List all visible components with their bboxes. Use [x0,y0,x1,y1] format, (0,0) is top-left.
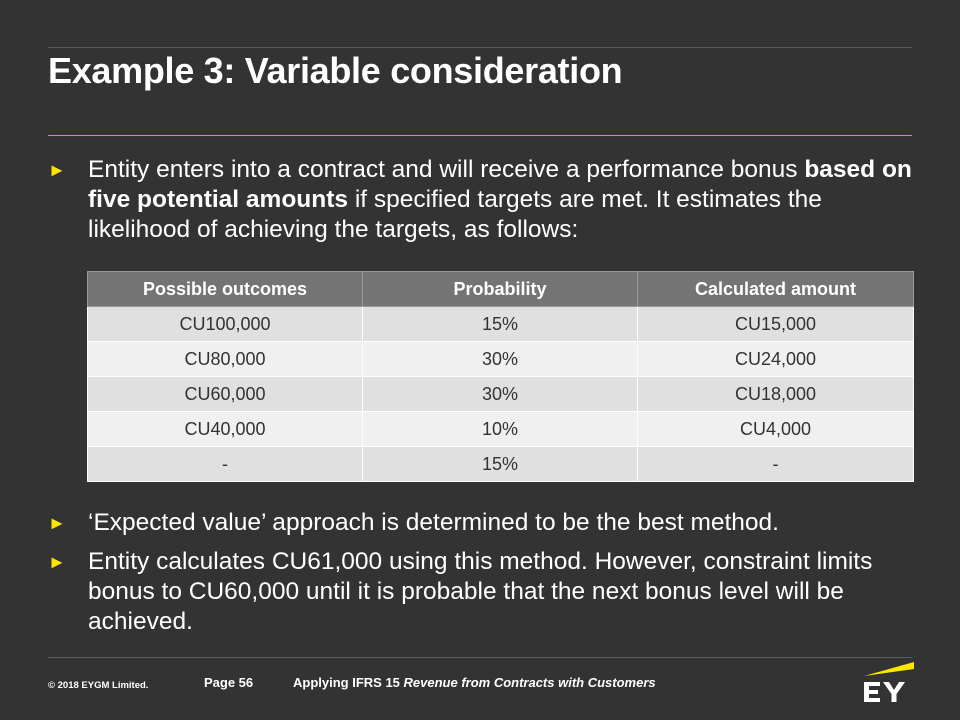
bullet-bold-text: based on five potential amounts [88,156,912,213]
bullet-arrow-icon: ► [48,513,66,533]
table-row [88,377,914,412]
bullet-arrow-icon: ► [48,160,66,180]
column-header: Probability [363,272,638,307]
footer-divider [48,657,912,658]
bullet-text-part: Entity enters into a contract and will receive a performance bonus [88,156,805,183]
table-cell: CU24,000 [638,342,914,377]
table-row [88,342,914,377]
table-cell: - [88,447,363,482]
bullet-arrow-icon: ► [48,552,66,572]
bullet-text [88,155,918,245]
bullet-text-part: if specified targets are met. It estimates the likelihood of achieving the targets, as follows: [88,186,822,243]
table-header-row [88,272,914,307]
table-cell: 15% [363,447,638,482]
table-row [88,307,914,342]
column-header: Calculated amount [638,272,914,307]
table-cell: CU100,000 [88,307,363,342]
copyright-text: © 2018 EYGM Limited. [48,680,149,691]
table-cell: 30% [363,377,638,412]
publication-title-prefix: Applying IFRS 15 [293,675,404,690]
page-number: Page 56 [204,675,254,690]
bullet-text: Entity calculates CU61,000 using this method. However, constraint limits bonus to CU60,000 until it is probable that the next bonus level will be achieved. [88,548,873,635]
bullet-item [48,155,918,255]
bullet-text: ‘Expected value’ approach is determined to be the best method. [88,509,779,536]
table-cell: CU40,000 [88,412,363,447]
bullet-item [48,547,918,647]
ey-logo-icon [860,660,914,706]
column-header: Possible outcomes [88,272,363,307]
table-cell: - [638,447,914,482]
publication-title [293,675,656,690]
table-cell: 30% [363,342,638,377]
publication-title-italic: Revenue from Contracts with Customers [403,675,656,690]
table-row [88,412,914,447]
outcomes-table [87,271,914,482]
table-cell: CU80,000 [88,342,363,377]
table-cell: CU15,000 [638,307,914,342]
table-cell: CU4,000 [638,412,914,447]
slide-title: Example 3: Variable consideration [48,50,623,91]
table-row [88,447,914,482]
table-cell: CU60,000 [88,377,363,412]
table-cell: CU18,000 [638,377,914,412]
table-cell: 15% [363,307,638,342]
title-divider [48,135,912,136]
table-cell: 10% [363,412,638,447]
bullet-item [48,508,918,540]
top-divider [48,47,912,48]
